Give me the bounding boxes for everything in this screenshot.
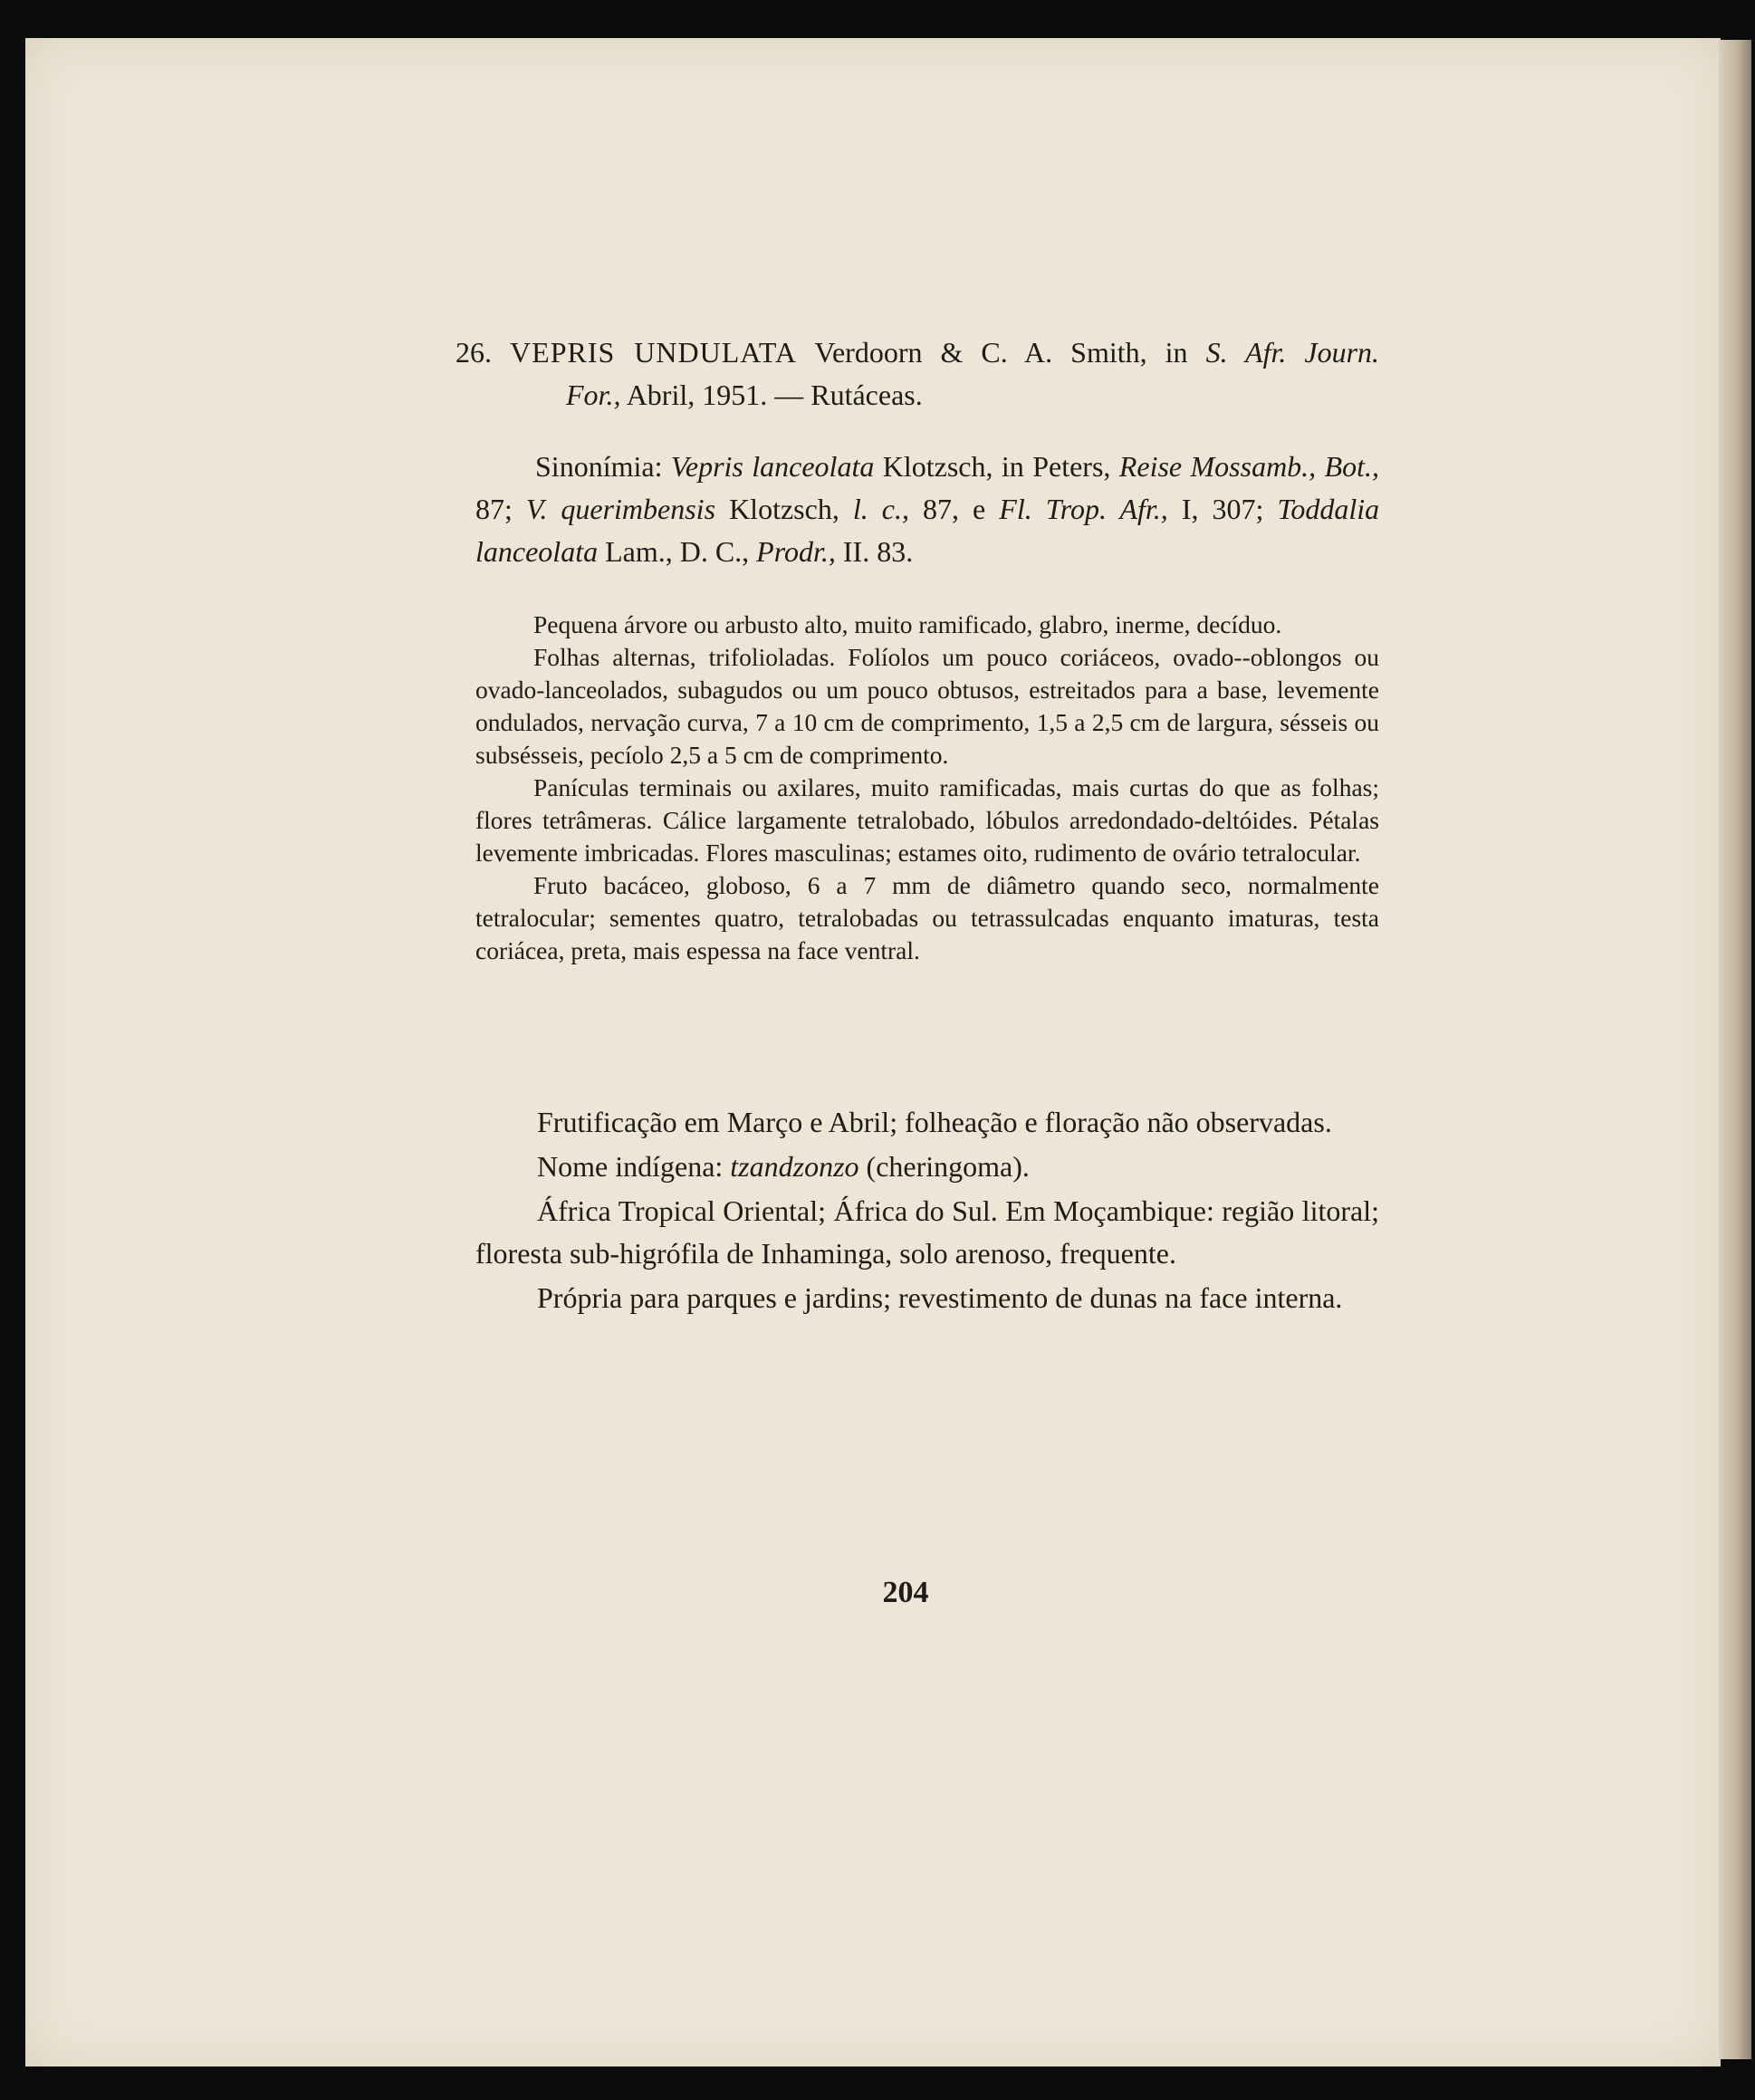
synonym-loc-cit: l. c., (852, 493, 909, 525)
synonym-work: Reise Mossamb., (1118, 450, 1317, 483)
synonym-volume: II. 83. (842, 535, 914, 568)
synonym-author: Klotzsch, in Peters, (882, 450, 1111, 483)
native-name: tzandzonzo (730, 1150, 859, 1183)
synonym-volume: I, 307; (1181, 493, 1264, 525)
description-fruit: Fruto bacáceo, globoso, 6 a 7 mm de diâmetro quando seco, normalmente tetralocular; sementes quatro, tetralobadas ou tetrassulcadas enquanto imaturas, testa coriácea, preta, mais espessa na face ventral. (475, 871, 1379, 964)
species-header (456, 331, 1380, 417)
journal-name: S. Afr. Journ. (1205, 336, 1380, 369)
use-note: Própria para parques e jardins; revestimento de dunas na face interna. (537, 1281, 1343, 1314)
synonym-name: Vepris lanceolata (670, 450, 875, 483)
native-name-note (475, 1146, 1379, 1188)
synonym-work: Prodr., (756, 535, 836, 568)
journal-name-cont: For., (566, 379, 621, 411)
synonymy-label: Sinonímia: (535, 450, 663, 483)
synonym-author: Klotzsch, (729, 493, 839, 525)
species-name: VEPRIS UNDULATA (510, 336, 797, 369)
description-inflorescence: Panículas terminais ou axilares, muito ramificadas, mais curtas do que as folhas; flores tetrâmeras. Cálice largamente tetralobado, lóbulos arredondado-deltóides. Pétalas levemente imbricadas. Flores masculinas; estames oito, rudimento de ovário tetralocular. (475, 773, 1379, 867)
synonym-author: Lam., D. C., (605, 535, 750, 568)
description-section (475, 609, 1379, 967)
synonym-name: V. querimbensis (525, 493, 716, 525)
synonym-work-part: Bot., (1324, 450, 1380, 483)
synonymy-section (475, 446, 1379, 573)
synonymy-paragraph (475, 446, 1379, 573)
description-leaves: Folhas alternas, trifolioladas. Folíolos um pouco coriáceos, ovado--oblongos ou ovado-lanceolados, subagudos ou um pouco obtusos, estreitados para a base, levemente ondulados, nervação curva, 7 a 10 cm de comprimento, 1,5 a 2,5 cm de largura, sésseis ou subsésseis, pecíolo 2,5 a 5 cm de comprimento. (475, 643, 1379, 769)
page-number: 204 (882, 1576, 929, 1609)
species-number: 26. (456, 336, 492, 369)
synonym-page: 87, e (923, 493, 986, 525)
species-citation-line (475, 374, 1379, 417)
synonym-name: Toddalia lanceolata (475, 493, 1380, 568)
page-edge (1719, 40, 1751, 2059)
native-name-label: Nome indígena: (537, 1150, 724, 1183)
species-authors: Verdoorn & C. A. Smith, in (814, 336, 1188, 369)
species-title-line (456, 331, 1380, 374)
citation-date-family: Abril, 1951. — Rutáceas. (626, 379, 923, 411)
phenology-note: Frutificação em Março e Abril; folheação e floração não observadas. (537, 1106, 1332, 1138)
native-name-place: (cheringoma). (866, 1150, 1030, 1183)
notes-section (475, 1101, 1379, 1319)
description-habit: Pequena árvore ou arbusto alto, muito ramificado, glabro, inerme, decíduo. (533, 610, 1282, 638)
synonym-page: 87; (475, 493, 513, 525)
distribution-note: África Tropical Oriental; África do Sul. Em Moçambique: região litoral; floresta sub-higrófila de Inhaminga, solo arenoso, frequente. (475, 1194, 1379, 1270)
synonym-work: Fl. Trop. Afr., (999, 493, 1168, 525)
